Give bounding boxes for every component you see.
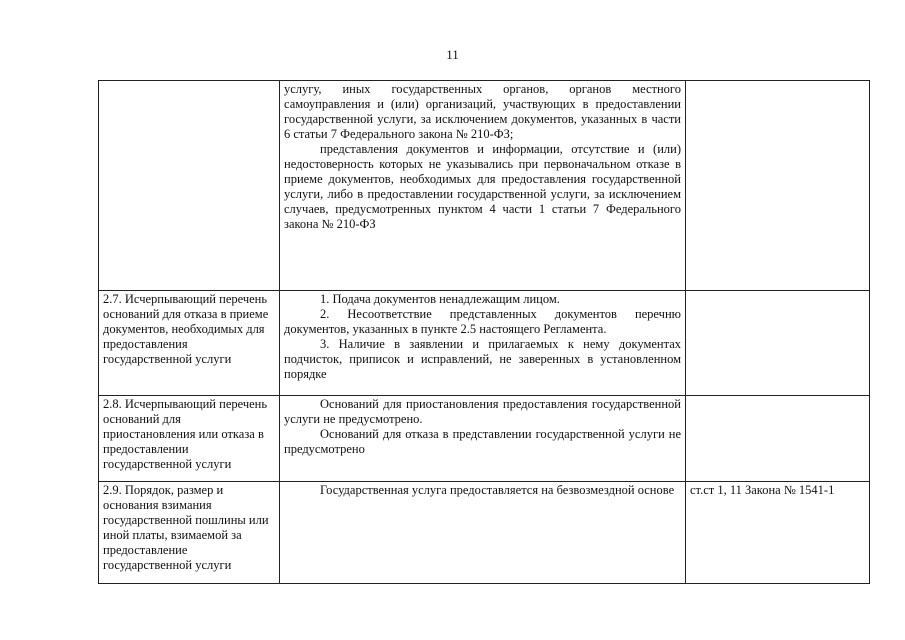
content-paragraph: услугу, иных государственных органов, органов местного самоуправления и (или) организаций, участвующих в предоставлении государственной услуги, за исключением документов, указанных в части 6 статьи 7 Федерального закона № 210-ФЗ; bbox=[284, 82, 681, 141]
content-paragraph: 2. Несоответствие представленных документов перечню документов, указанных в пункте 2.5 настоящего Регламента. bbox=[284, 307, 681, 336]
row-label: 2.7. Исчерпывающий перечень оснований для отказа в приеме документов, необходимых для предоставления государственной услуги bbox=[99, 291, 280, 396]
row-legal-reference: ст.ст 1, 11 Закона № 1541-1 bbox=[686, 482, 870, 584]
content-paragraph: Оснований для приостановления предоставления государственной услуги не предусмотрено. bbox=[284, 397, 681, 426]
content-paragraph: представления документов и информации, отсутствие и (или) недостоверность которых не указывались при первоначальном отказе в приеме документов, необходимых для предоставления государственной услуги, либо в предоставлении государственной услуги, за исключением случаев, предусмотренных пунктом 4 части 1 статьи 7 Федерального закона № 210-ФЗ bbox=[284, 142, 681, 231]
row-content bbox=[280, 482, 686, 584]
row-label: 2.8. Исчерпывающий перечень оснований для приостановления или отказа в предоставлении государственной услуги bbox=[99, 396, 280, 482]
content-paragraph: 1. Подача документов ненадлежащим лицом. bbox=[320, 292, 560, 306]
row-content bbox=[280, 396, 686, 482]
table-row-2-7 bbox=[99, 291, 870, 396]
row-label: 2.9. Порядок, размер и основания взимания государственной пошлины или иной платы, взимаемой за предоставление государственной услуги bbox=[99, 482, 280, 584]
table-row-2-9 bbox=[99, 482, 870, 584]
regulation-table bbox=[98, 80, 870, 584]
table-row-continuation bbox=[99, 81, 870, 291]
row-content bbox=[280, 291, 686, 396]
content-paragraph: Оснований для отказа в представлении государственной услуги не предусмотрено bbox=[284, 427, 681, 456]
table-row-2-8 bbox=[99, 396, 870, 482]
content-paragraph: Государственная услуга предоставляется на безвозмездной основе bbox=[320, 483, 675, 497]
page-number: 11 bbox=[446, 47, 459, 62]
row-label bbox=[99, 81, 280, 291]
row-legal-reference bbox=[686, 81, 870, 291]
row-content bbox=[280, 81, 686, 291]
content-paragraph: 3. Наличие в заявлении и прилагаемых к нему документах подчисток, приписок и исправлений, не заверенных в установленном порядке bbox=[284, 337, 681, 381]
row-legal-reference bbox=[686, 396, 870, 482]
row-legal-reference bbox=[686, 291, 870, 396]
